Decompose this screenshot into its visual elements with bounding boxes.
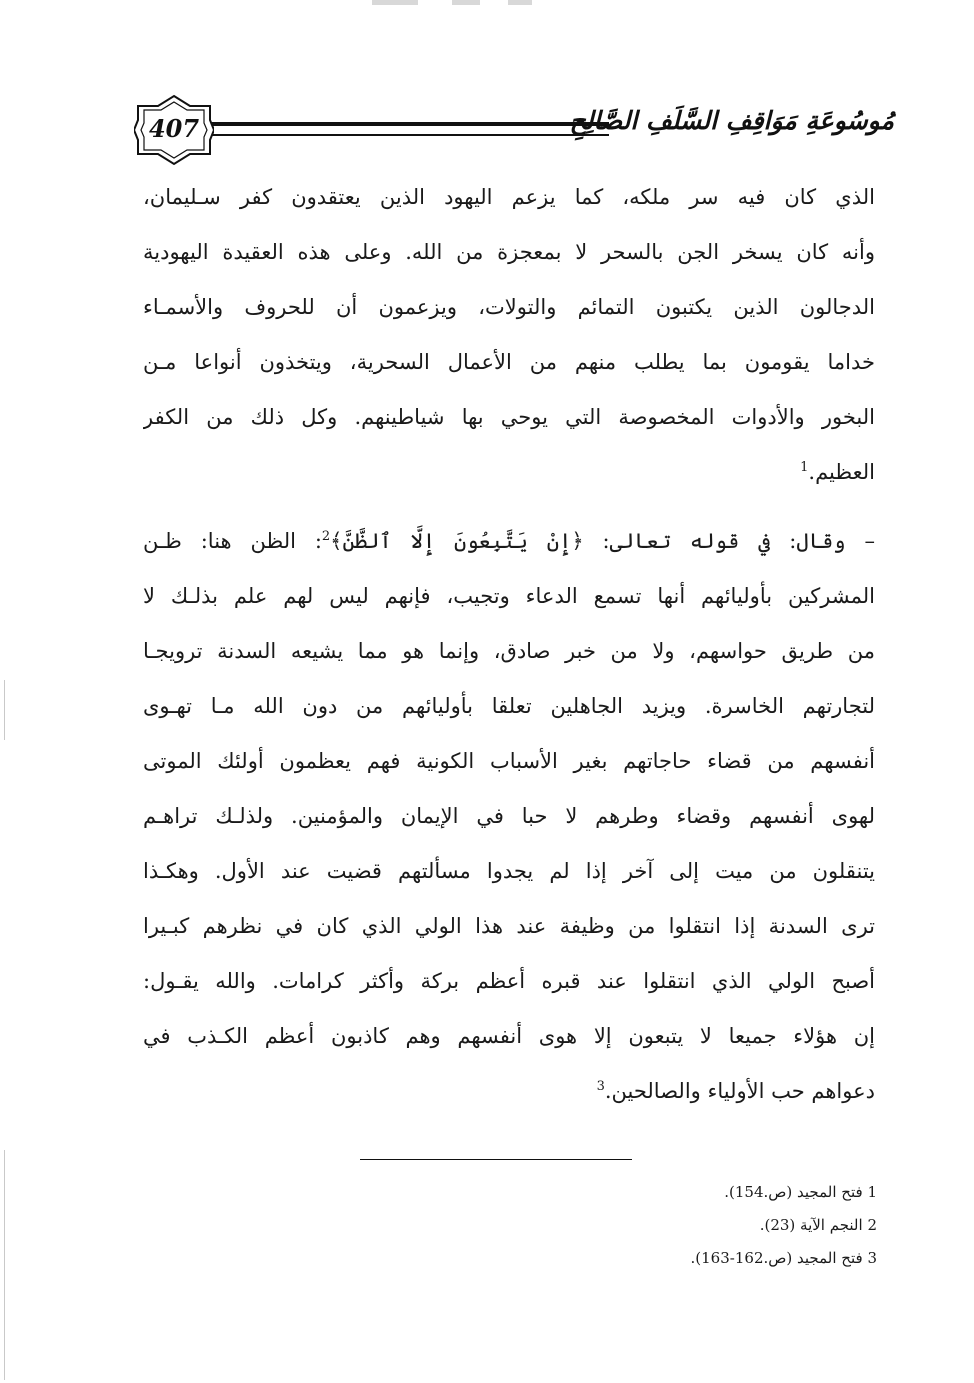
quote-intro: – وقال: في قوله تعالى: ﴿إِنْ يَتَّبِعُونَ إِلَّا ٱلظَّنَّ﴾ xyxy=(330,529,875,553)
text-line: من طريق حواسهم، ولا من خبر صادق، وإنما هو مما يشيعه السدنة ترويجـا xyxy=(143,639,875,663)
text-line: أنفسهم من قضاء حاجاتهم بغير الأسباب الكونية فهم يعظمون أولئك الموتى xyxy=(143,749,875,773)
footnote-text: فتح المجيد (ص.154). xyxy=(724,1183,863,1201)
text-line: لهوى أنفسهم وقضاء وطرهم لا حبا في الإيمان والمؤمنين. ولذلـك تراهـم xyxy=(143,804,875,828)
margin-artifact xyxy=(4,1150,5,1380)
footnote-ref: 3 xyxy=(596,1079,605,1094)
text-line: البخور والأدوات المخصوصة التي يوحي بها شياطينهم. وكل ذلك من الكفر xyxy=(143,405,875,429)
footnote-ref: 1 xyxy=(800,460,809,475)
quote-line xyxy=(143,514,875,569)
footnotes xyxy=(691,1176,877,1275)
footnote-number: 2 xyxy=(867,1216,877,1234)
quote-continuation: : الظن هنا: ظـن xyxy=(143,529,322,553)
scan-artifact xyxy=(508,0,532,5)
header-rule xyxy=(210,122,609,136)
text-line: وأنه كان يسخر الجن بالسحر لا بمعجزة من الله. وعلى هذه العقيدة اليهودية xyxy=(143,240,875,264)
text-line: يتنقلون من ميت إلى آخر إذا لم يجدوا مسألتهم قضيت عند الأول. وهكـذا xyxy=(143,859,875,883)
text-line: إن هؤلاء جميعا لا يتبعون إلا هوى أنفسهم وهم كاذبون أعظم الكـذب في xyxy=(143,1024,875,1048)
text-line-content: العظيم. xyxy=(808,460,875,484)
text-line: أصبح الولي الذي انتقلوا عند قبره أعظم بركة وأكثر كرامات. والله يقـول: xyxy=(143,969,875,993)
footnote xyxy=(691,1176,877,1209)
footnote xyxy=(691,1209,877,1242)
text-line: الدجالون الذين يكتبون التمائم والتولات، ويزعمون أن للحروف والأسمـاء xyxy=(143,295,875,319)
footnote-text: فتح المجيد (ص.162-163). xyxy=(690,1249,863,1267)
scan-artifact xyxy=(452,0,480,5)
book-title: مُوسُوعَةِ مَوَاقِفِ السَّلَفِ الصَّالِحِ xyxy=(569,106,894,135)
scan-artifact xyxy=(372,0,418,5)
footnote-number: 1 xyxy=(867,1183,877,1201)
main-text xyxy=(143,170,875,1119)
text-line xyxy=(143,445,875,500)
footnote-separator xyxy=(360,1159,632,1160)
text-line: الذي كان فيه سر ملكه، كما يزعم اليهود الذين يعتقدون كفر سـليمان، xyxy=(143,185,875,209)
footnote-text: النجم الآية (23). xyxy=(759,1216,863,1234)
footnote-number: 3 xyxy=(867,1249,877,1267)
page-number: 407 xyxy=(148,114,200,143)
footnote xyxy=(691,1242,877,1275)
text-line: خداما يقومون بما يطلب منهم من الأعمال السحرية، ويتخذون أنواعا مـن xyxy=(143,350,875,374)
footnote-ref: 2 xyxy=(321,529,331,544)
running-header xyxy=(134,94,894,168)
text-line: لتجارتهم الخاسرة. ويزيد الجاهلين تعلقا بأوليائهم من دون الله مـا تهـوى xyxy=(143,694,875,718)
text-line: ترى السدنة إذا انتقلوا من وظيفة عند هذا الولي الذي كان في نظرهم كبـيرا xyxy=(143,914,875,938)
text-line-content: دعواهم حب الأولياء والصالحين. xyxy=(604,1079,875,1103)
text-line: المشركين بأوليائهم أنها تسمع الدعاء وتجيب، فإنهم ليس لهم علم بذلـك لا xyxy=(143,584,875,608)
margin-artifact xyxy=(4,680,5,740)
text-line xyxy=(143,1064,875,1119)
page-number-badge xyxy=(134,94,214,166)
